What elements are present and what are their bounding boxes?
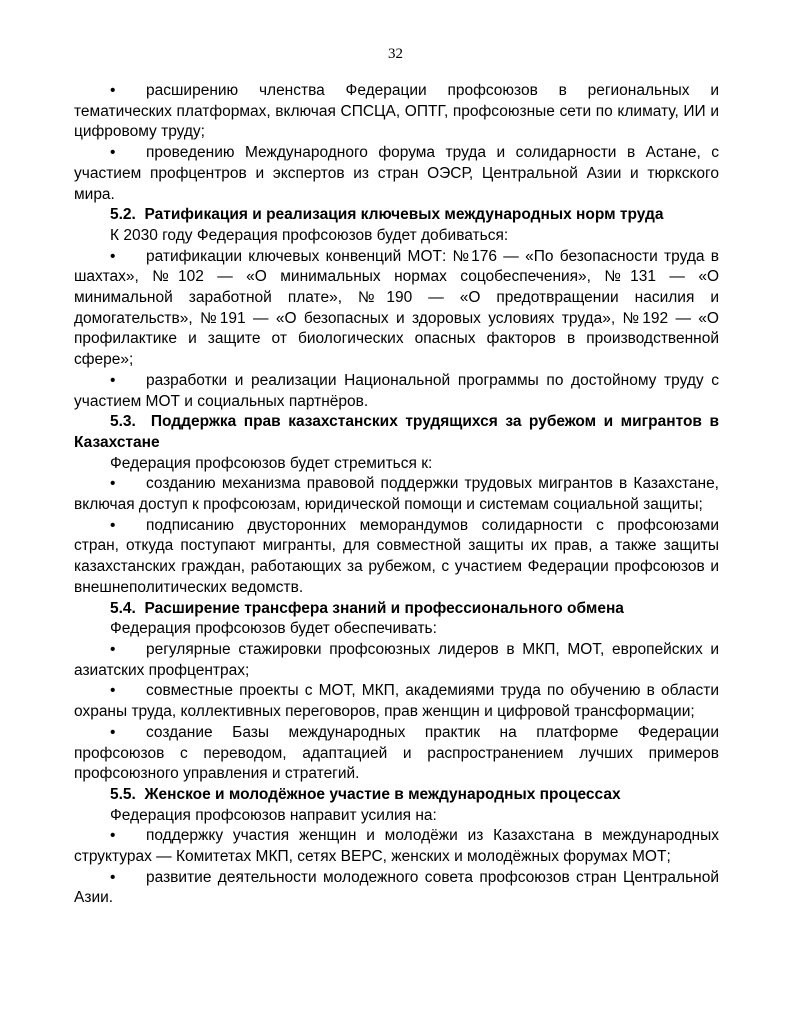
list-item [74, 474, 719, 515]
section-title: Расширение трансфера знаний и профессионального обмена [144, 599, 624, 617]
section-heading [74, 205, 719, 226]
paragraph: Федерация профсоюзов направит усилия на: [110, 806, 437, 824]
bullet-marker: • [110, 516, 116, 534]
list-item [74, 723, 719, 785]
page-number: 32 [388, 46, 403, 62]
section-number: 5.4. [110, 599, 136, 617]
section-heading [74, 412, 719, 453]
list-item [74, 640, 719, 681]
section-number: 5.2. [110, 206, 136, 224]
list-item [74, 681, 719, 722]
list-item [74, 371, 719, 412]
list-item-text: регулярные стажировки профсоюзных лидеров в МКП, МОТ, европейских и азиатских профцентрах; [74, 640, 719, 679]
list-item-text: расширению членства Федерации профсоюзов в региональных и тематических платформах, включая СПСЦА, ОПТГ, профсоюзные сети по климату, ИИ и цифровому труду; [74, 82, 719, 141]
section-title: Ратификация и реализация ключевых международных норм труда [144, 206, 664, 224]
list-item-text: создание Базы международных практик на платформе Федерации профсоюзов с переводом, адаптацией и распространением лучших примеров профсоюзного управления и стратегий. [74, 723, 719, 783]
list-item-text: поддержку участия женщин и молодёжи из Казахстана в международных структурах — Комитетах МКП, сетях ВЕРС, женских и молодёжных форумах МОТ; [74, 827, 719, 866]
list-item-text: развитие деятельности молодежного совета профсоюзов стран Центральной Азии. [74, 868, 719, 907]
paragraph: Федерация профсоюзов будет стремиться к: [110, 454, 433, 472]
bullet-marker: • [110, 723, 116, 741]
bullet-marker: • [110, 640, 116, 658]
list-item [74, 143, 719, 205]
list-item-text: разработки и реализации Национальной программы по достойному труду с участием МОТ и социальных партнёров. [74, 371, 719, 410]
paragraph: Федерация профсоюзов будет обеспечивать: [110, 620, 437, 638]
bullet-marker: • [110, 144, 116, 162]
list-item-text: созданию механизма правовой поддержки трудовых мигрантов в Казахстане, включая доступ к профсоюзам, юридической помощи и системам социальной защиты; [74, 475, 719, 514]
list-item-text: проведению Международного форума труда и солидарности в Астане, с участием профцентров и экспертов из стран ОЭСР, Центральной Азии и тюркского мира. [74, 144, 719, 203]
list-item [74, 868, 719, 909]
section-number: 5.3. [110, 413, 136, 431]
list-item [74, 81, 719, 143]
list-item-text: совместные проекты с МОТ, МКП, академиями труда по обучению в области охраны труда, коллективных переговоров, прав женщин и цифровой трансформации; [74, 682, 719, 721]
section-title: Женское и молодёжное участие в международных процессах [144, 785, 621, 803]
list-item [74, 826, 719, 867]
list-item [74, 516, 719, 599]
paragraph: К 2030 году Федерация профсоюзов будет добиваться: [110, 226, 509, 244]
bullet-marker: • [110, 868, 116, 886]
bullet-marker: • [110, 827, 116, 845]
bullet-marker: • [110, 371, 116, 389]
section-title: Поддержка прав казахстанских трудящихся за рубежом и мигрантов в Казахстане [74, 413, 719, 451]
bullet-marker: • [110, 475, 116, 493]
bullet-marker: • [110, 82, 116, 99]
section-heading [74, 785, 719, 806]
section-heading [74, 599, 719, 620]
bullet-marker: • [110, 247, 116, 265]
list-item-text: ратификации ключевых конвенций МОТ: №176 — «По безопасности труда в шахтах», №102 — «О минимальных нормах соцобеспечения», №131 — «О минимальной заработной плате», №190 — «О предотвращении насилия и домогательств», №191 — «О безопасных и здоровых условиях труда», №192 — «О профилактике и защите от биологических опасных факторов в производственной сфере»; [74, 247, 719, 369]
page-content [74, 81, 719, 909]
bullet-marker: • [110, 682, 116, 700]
list-item-text: подписанию двусторонних меморандумов солидарности с профсоюзами стран, откуда поступают мигранты, для совместной защиты их прав, а также защиты казахстанских граждан, работающих за рубежом, с участием Федерации профсоюзов и внешнеполитических ведомств. [74, 516, 719, 596]
section-number: 5.5. [110, 785, 136, 803]
list-item [74, 247, 719, 371]
